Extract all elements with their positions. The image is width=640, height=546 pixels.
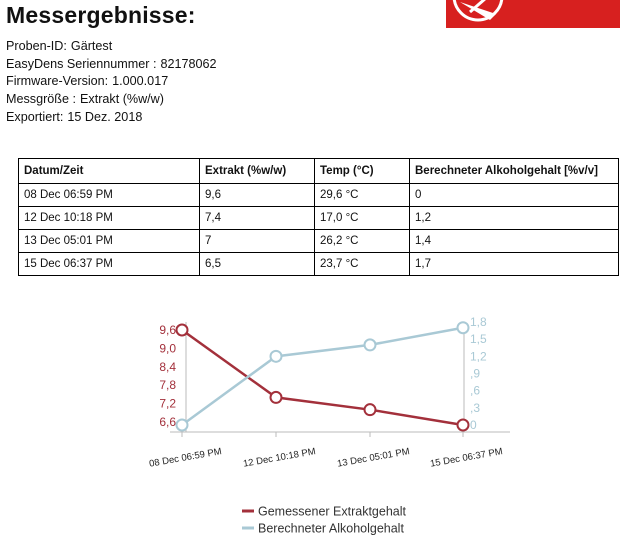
meta-value: 15 Dez. 2018 bbox=[67, 109, 143, 124]
x-tick-label: 12 Dec 10:18 PM bbox=[242, 446, 317, 470]
extract-data-point bbox=[271, 392, 282, 403]
alcohol-series-line bbox=[182, 328, 463, 425]
alcohol-data-point bbox=[365, 339, 376, 350]
left-axis-tick-label: 8,4 bbox=[159, 359, 176, 374]
x-tick-label: 15 Dec 06:37 PM bbox=[429, 446, 504, 470]
alcohol-data-point bbox=[177, 420, 188, 431]
column-header-temp: Temp (°C) bbox=[315, 159, 410, 184]
left-axis-tick-label: 7,8 bbox=[159, 378, 176, 393]
right-axis-tick-label: 1,2 bbox=[470, 349, 487, 364]
cell-temp: 29,6 °C bbox=[315, 184, 410, 207]
right-axis-tick-label: ,3 bbox=[470, 400, 481, 415]
meta-value: 82178062 bbox=[160, 56, 217, 71]
meta-label: EasyDens Seriennummer : bbox=[6, 56, 157, 71]
x-tick-label: 13 Dec 05:01 PM bbox=[336, 446, 411, 470]
cell-alcohol: 0 bbox=[410, 184, 619, 207]
cell-alcohol: 1,2 bbox=[410, 207, 619, 230]
right-axis-tick-label: ,9 bbox=[470, 366, 481, 381]
column-header-alcohol: Berechneter Alkoholgehalt [%v/v] bbox=[410, 159, 619, 184]
meta-label: Proben-ID: bbox=[6, 39, 67, 53]
extract-data-point bbox=[365, 404, 376, 415]
cell-datetime: 08 Dec 06:59 PM bbox=[19, 184, 200, 207]
alcohol-data-point bbox=[458, 322, 469, 333]
extract-data-point bbox=[177, 325, 188, 336]
meta-label: Messgröße : bbox=[6, 92, 76, 107]
cell-alcohol: 1,7 bbox=[410, 253, 619, 276]
cell-temp: 23,7 °C bbox=[315, 253, 410, 276]
page-title: Messergebnisse: bbox=[6, 2, 196, 28]
cell-extract: 7 bbox=[200, 230, 315, 253]
left-axis-tick-label: 9,0 bbox=[159, 341, 176, 356]
left-axis-tick-label: 6,6 bbox=[159, 414, 176, 429]
legend-label-alcohol: Berechneter Alkoholgehalt bbox=[258, 521, 404, 536]
extract-data-point bbox=[458, 420, 469, 431]
x-tick-label: 08 Dec 06:59 PM bbox=[148, 446, 223, 470]
meta-value: Extrakt (%w/w) bbox=[80, 92, 164, 107]
cell-datetime: 15 Dec 06:37 PM bbox=[19, 253, 200, 276]
cell-extract: 7,4 bbox=[200, 207, 315, 230]
cell-extract: 6,5 bbox=[200, 253, 315, 276]
right-axis-tick-label: 0 bbox=[470, 418, 477, 432]
cell-datetime: 12 Dec 10:18 PM bbox=[19, 207, 200, 230]
meta-label: Exportiert: bbox=[6, 109, 64, 124]
cell-temp: 26,2 °C bbox=[315, 230, 410, 253]
meta-value: 1.000.017 bbox=[112, 74, 169, 89]
left-axis-tick-label: 7,2 bbox=[159, 396, 176, 411]
cell-datetime: 13 Dec 05:01 PM bbox=[19, 230, 200, 253]
column-header-extract: Extrakt (%w/w) bbox=[200, 159, 315, 184]
right-axis-tick-label: ,6 bbox=[470, 383, 481, 398]
alcohol-data-point bbox=[271, 351, 282, 362]
right-axis-tick-label: 1,8 bbox=[470, 315, 487, 329]
right-axis-tick-label: 1,5 bbox=[470, 332, 487, 347]
meta-label: Firmware-Version: bbox=[6, 74, 109, 89]
cell-alcohol: 1,4 bbox=[410, 230, 619, 253]
legend-label-extract: Gemessener Extraktgehalt bbox=[258, 504, 406, 519]
column-header-datetime: Datum/Zeit bbox=[19, 159, 200, 184]
cell-extract: 9,6 bbox=[200, 184, 315, 207]
cell-temp: 17,0 °C bbox=[315, 207, 410, 230]
left-axis-tick-label: 9,6 bbox=[159, 323, 176, 337]
extract-series-line bbox=[182, 330, 463, 425]
meta-value: Gärtest bbox=[70, 39, 113, 53]
